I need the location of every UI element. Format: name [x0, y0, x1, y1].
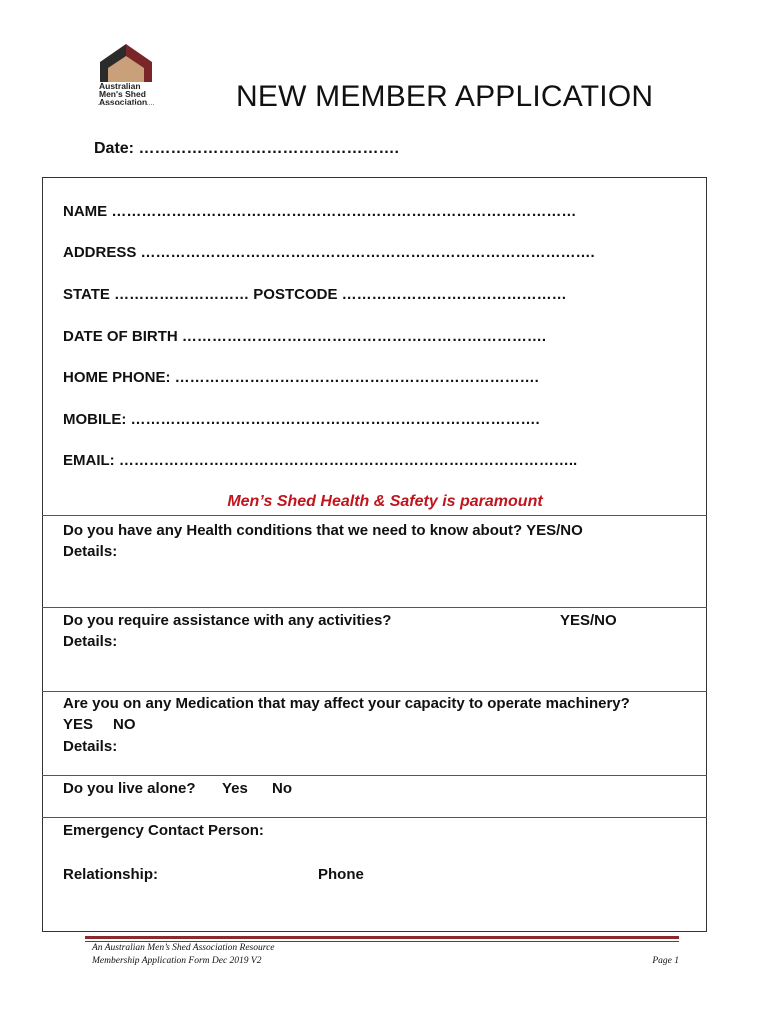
section-divider — [42, 817, 707, 818]
logo-line-1: Australian — [99, 81, 141, 91]
assistance-yes-no[interactable]: YES/NO — [560, 612, 617, 629]
footer-rule-thin — [85, 941, 679, 942]
section-divider — [42, 515, 707, 516]
logo-text — [99, 82, 147, 106]
live-alone-no[interactable]: No — [272, 780, 292, 797]
relationship-label[interactable]: Relationship: — [63, 866, 159, 883]
footer-rule — [85, 936, 679, 939]
email-field[interactable]: EMAIL: ……………………………………………………………………………….. — [63, 452, 578, 469]
safety-heading: Men’s Shed Health & Safety is paramount — [227, 493, 543, 510]
section-divider — [42, 775, 707, 776]
medication-no[interactable]: NO — [113, 716, 136, 733]
date-of-birth-field[interactable]: DATE OF BIRTH ………………………………………………………………. — [63, 328, 547, 345]
footer-resource-line: An Australian Men’s Shed Association Resource — [92, 943, 275, 953]
assistance-details-label: Details: — [63, 633, 118, 650]
section-divider — [42, 691, 707, 692]
emergency-contact-label[interactable]: Emergency Contact Person: — [63, 822, 264, 839]
live-alone-yes[interactable]: Yes — [222, 780, 248, 797]
date-field[interactable]: Date: …………………………………………. — [94, 140, 399, 157]
name-field[interactable]: NAME ………………………………………………………………………………… — [63, 203, 577, 220]
address-field[interactable]: ADDRESS ………………………………………………………………………………. — [63, 244, 595, 261]
logo-line-2: Men's Shed — [99, 89, 146, 99]
medication-details-label: Details: — [63, 738, 118, 755]
health-details-label: Details: — [63, 543, 118, 560]
assistance-question: Do you require assistance with any activities? — [63, 612, 392, 629]
section-divider — [42, 607, 707, 608]
footer-form-version: Membership Application Form Dec 2019 V2 — [92, 956, 262, 966]
live-alone-question: Do you live alone? — [63, 780, 196, 797]
page-number: Page 1 — [652, 956, 679, 966]
logo-line-3: Association — [99, 97, 148, 107]
mobile-field[interactable]: MOBILE: ………………………………………………………………………. — [63, 411, 540, 428]
state-postcode-field[interactable]: STATE ……………………… POSTCODE ……………………………………… — [63, 286, 567, 303]
medication-question: Are you on any Medication that may affect your capacity to operate machinery? — [63, 695, 630, 712]
phone-label[interactable]: Phone — [318, 866, 364, 883]
health-question[interactable]: Do you have any Health conditions that we need to know about? YES/NO — [63, 522, 583, 539]
medication-yes[interactable]: YES — [63, 716, 94, 733]
home-phone-field[interactable]: HOME PHONE: ………………………………………………………………. — [63, 369, 539, 386]
logo-tagline-divider — [98, 104, 154, 107]
page-title: NEW MEMBER APPLICATION — [236, 80, 654, 113]
